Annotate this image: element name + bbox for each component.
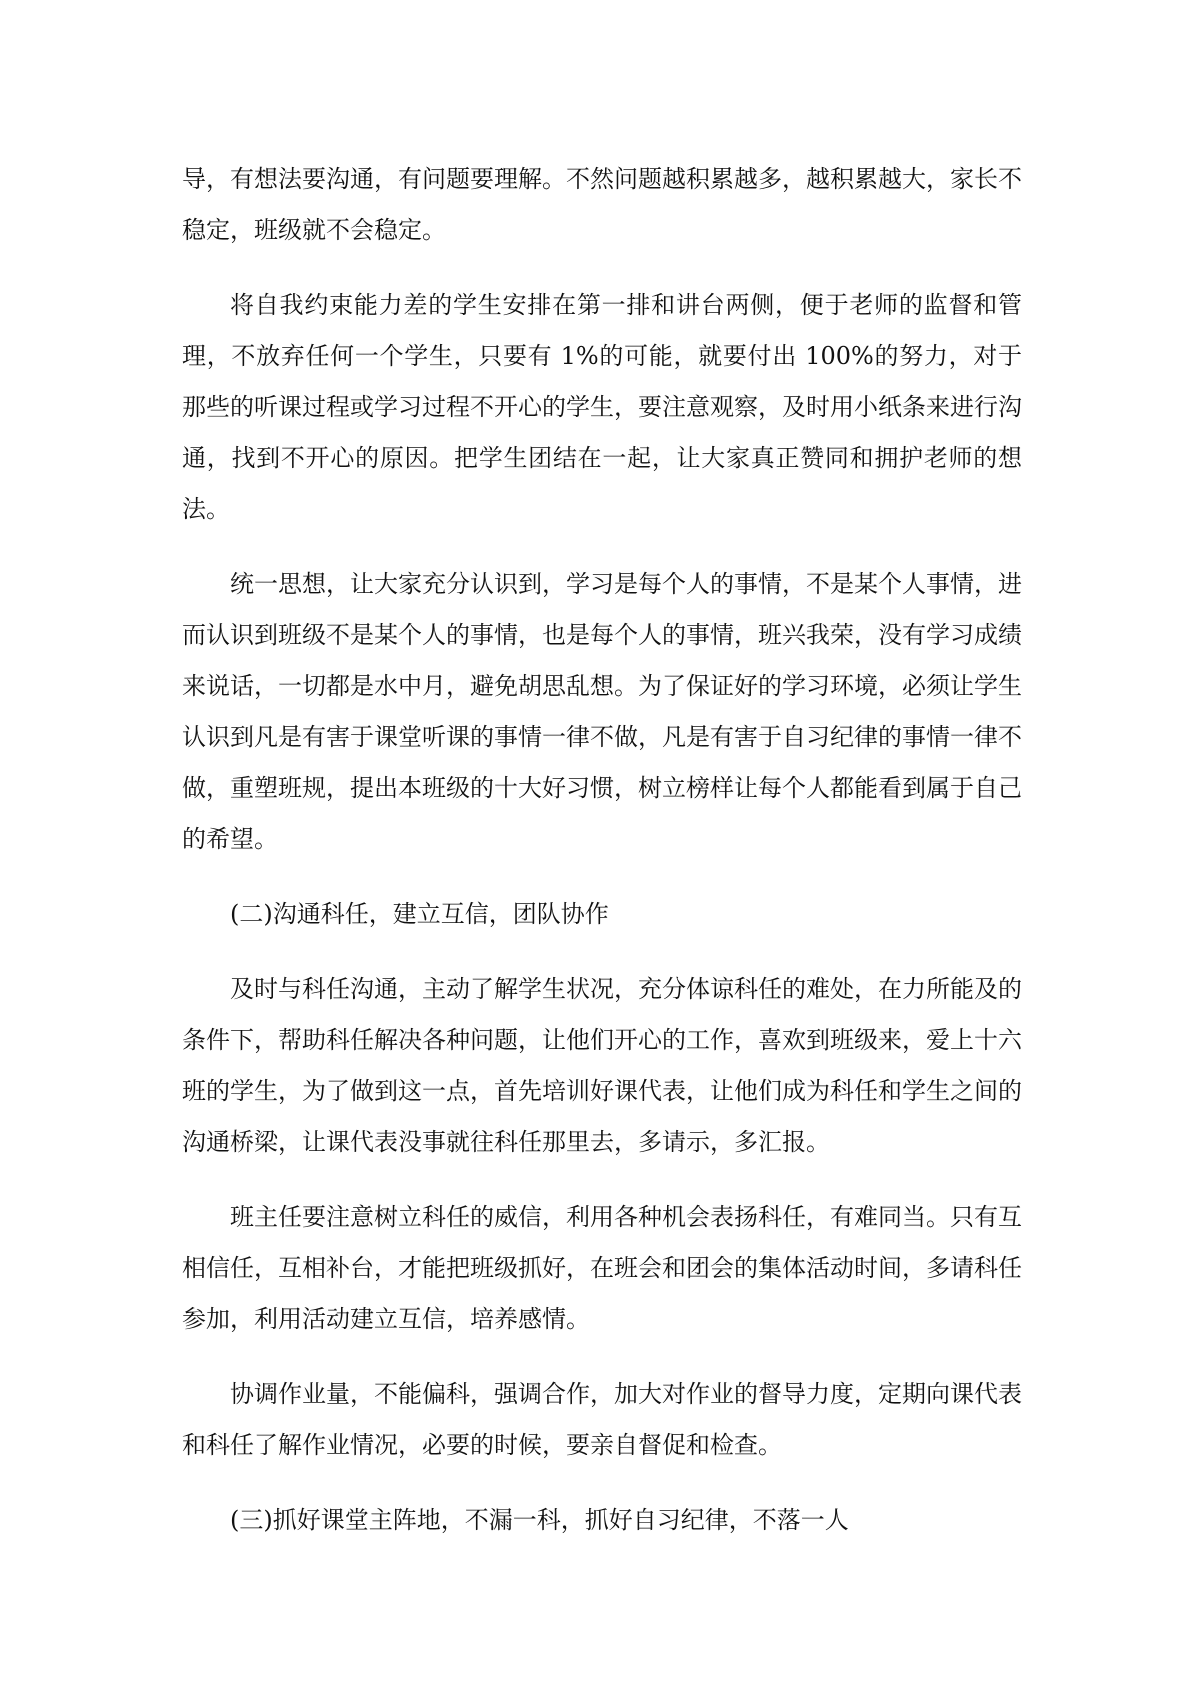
- paragraph: 班主任要注意树立科任的威信，利用各种机会表扬科任，有难同当。只有互相信任，互相补台，才能把班级抓好，在班会和团会的集体活动时间，多请科任参加，利用活动建立互信，培养感情。: [182, 1203, 1022, 1333]
- paragraph: 协调作业量，不能偏科，强调合作，加大对作业的督导力度，定期向课代表和科任了解作业情况，必要的时候，要亲自督促和检查。: [182, 1380, 1022, 1459]
- paragraph-continuation: 导，有想法要沟通，有问题要理解。不然问题越积累越多，越积累越大，家长不稳定，班级就不会稳定。: [182, 165, 1022, 244]
- document-body: [182, 154, 1022, 1570]
- paragraph: 将自我约束能力差的学生安排在第一排和讲台两侧，便于老师的监督和管理，不放弃任何一个学生，只要有 1%的可能，就要付出 100%的努力，对于那些的听课过程或学习过程不开心的学生，要注意观察，及时用小纸条来进行沟通，找到不开心的原因。把学生团结在一起，让大家真正赞同和拥护老师的想法。: [182, 291, 1022, 523]
- section-heading: (二)沟通科任，建立互信，团队协作: [230, 900, 609, 928]
- paragraph: 统一思想，让大家充分认识到，学习是每个人的事情，不是某个人事情，进而认识到班级不是某个人的事情，也是每个人的事情，班兴我荣，没有学习成绩来说话，一切都是水中月，避免胡思乱想。为了保证好的学习环境，必须让学生认识到凡是有害于课堂听课的事情一律不做，凡是有害于自习纪律的事情一律不做，重塑班规，提出本班级的十大好习惯，树立榜样让每个人都能看到属于自己的希望。: [182, 570, 1022, 853]
- section-heading: (三)抓好课堂主阵地，不漏一科，抓好自习纪律，不落一人: [230, 1506, 849, 1534]
- paragraph: 及时与科任沟通，主动了解学生状况，充分体谅科任的难处，在力所能及的条件下，帮助科任解决各种问题，让他们开心的工作，喜欢到班级来，爱上十六班的学生，为了做到这一点，首先培训好课代表，让他们成为科任和学生之间的沟通桥梁，让课代表没事就往科任那里去，多请示，多汇报。: [182, 975, 1022, 1156]
